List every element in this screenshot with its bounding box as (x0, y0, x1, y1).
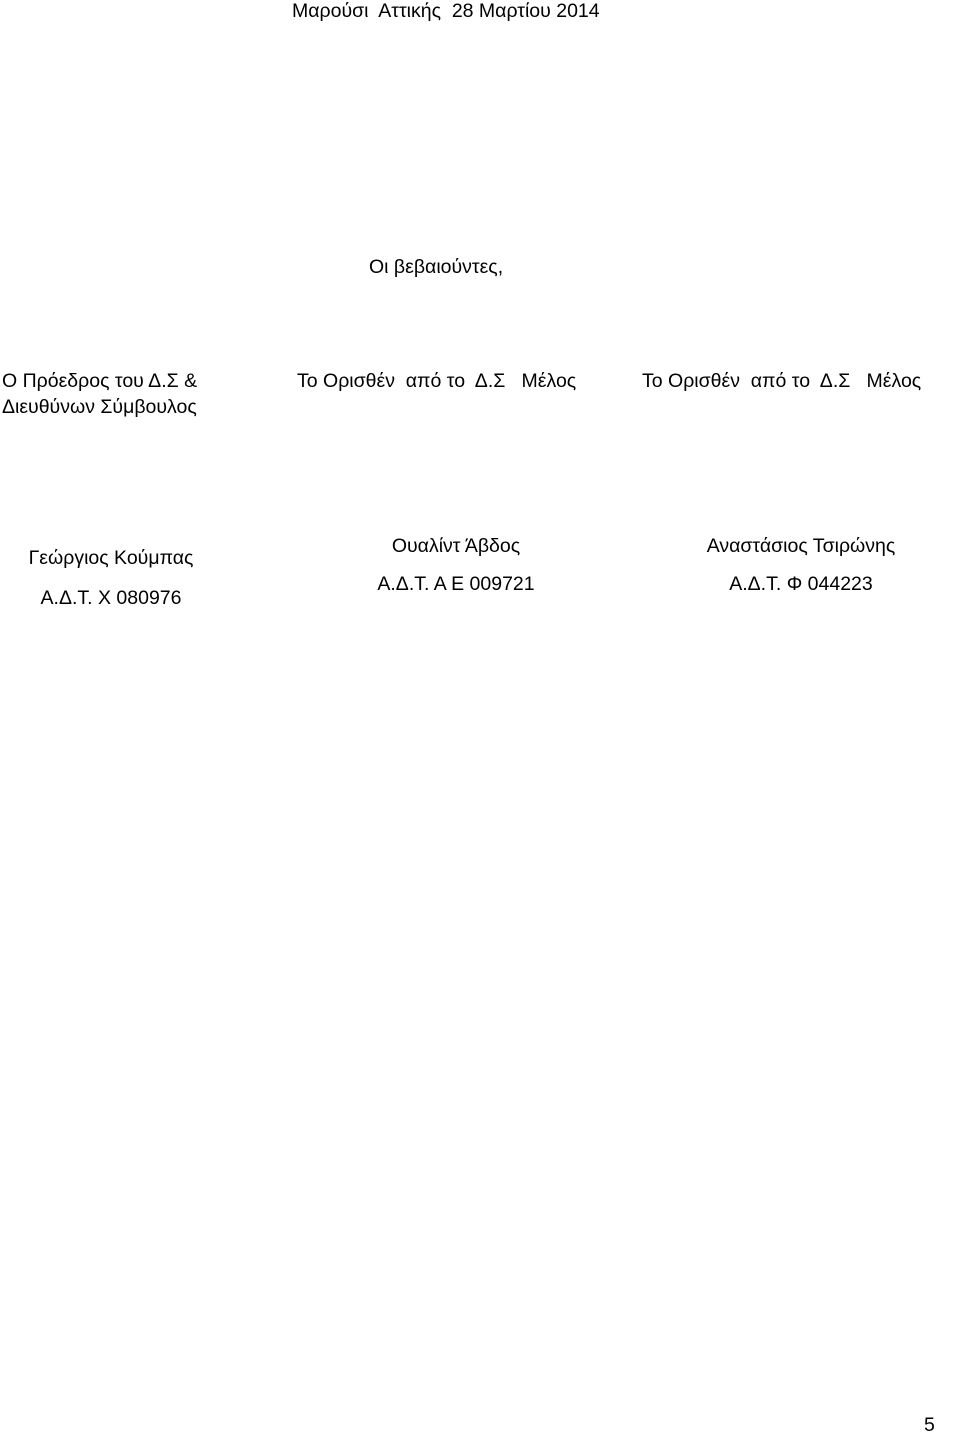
chair-name: Γεώργιος Κούμπας (28, 547, 194, 569)
date-line: Μαρούσι Αττικής 28 Μαρτίου 2014 (292, 0, 600, 22)
page-number: 5 (924, 1414, 935, 1436)
chair-title-line2: Διευθύνων Σύμβουλος (2, 396, 197, 418)
chair-title-line1: Ο Πρόεδρος του Δ.Σ & (2, 370, 198, 392)
member1-name: Ουαλίντ Άβδος (391, 535, 521, 557)
member2-name: Αναστάσιος Τσιρώνης (706, 535, 896, 557)
chair-id-number: Α.Δ.Τ. Χ 080976 (40, 587, 182, 609)
member2-id-number: Α.Δ.Τ. Φ 044223 (729, 573, 873, 595)
greeting: Οι βεβαιούντες, (369, 256, 504, 278)
member1-title: Το Ορισθέν από το Δ.Σ Μέλος (297, 370, 577, 392)
member1-id-number: Α.Δ.Τ. Α Ε 009721 (377, 573, 535, 595)
member2-title: Το Ορισθέν από το Δ.Σ Μέλος (642, 370, 922, 392)
